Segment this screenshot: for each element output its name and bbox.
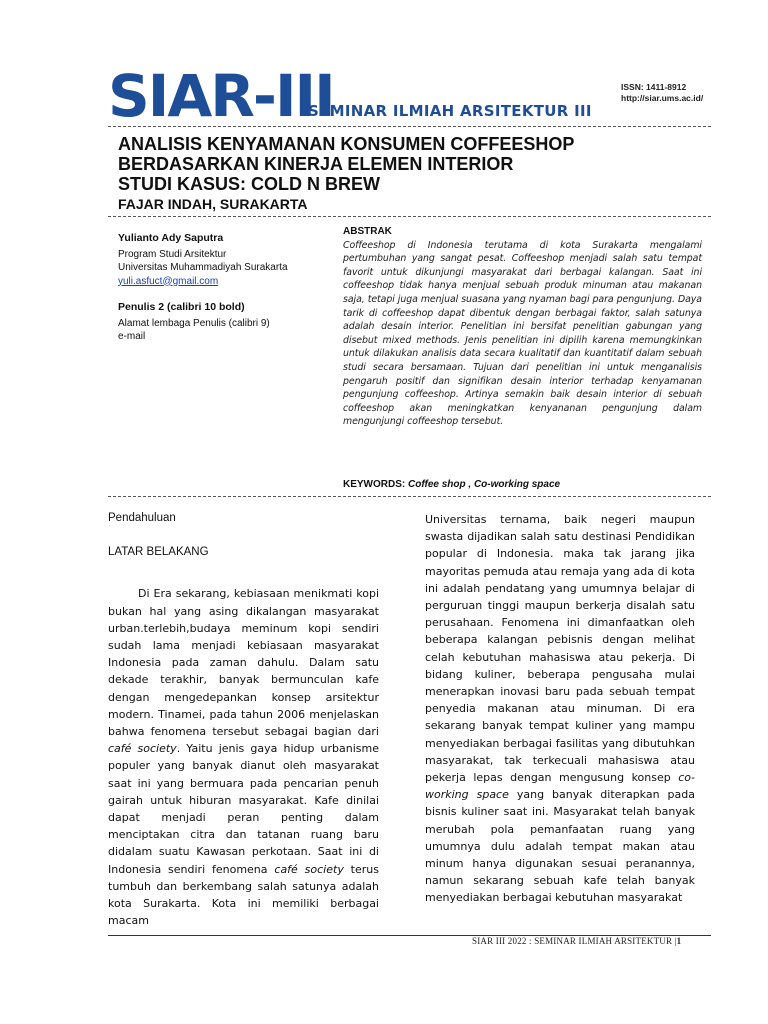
- paper-subtitle: FAJAR INDAH, SURAKARTA: [118, 196, 308, 212]
- title-line-1: ANALISIS KENYAMANAN KONSUMEN COFFEESHOP: [118, 134, 575, 154]
- right-emphasis-1: co-working space: [425, 771, 695, 802]
- author1-program: Program Studi Arsitektur: [118, 248, 227, 260]
- left-emphasis-1: café society: [108, 742, 177, 756]
- page-footer: [472, 936, 681, 946]
- siar-logo-graphic: [108, 62, 334, 130]
- author2-name: Penulis 2 (calibri 10 bold): [118, 301, 245, 313]
- author2-email: e-mail: [118, 331, 146, 342]
- section-heading: Pendahuluan: [108, 512, 176, 524]
- author2-institution: Alamat lembaga Penulis (calibri 9): [118, 317, 270, 329]
- author1-university: Universitas Muhammadiyah Surakarta: [118, 262, 288, 273]
- body-left-column: [108, 510, 379, 929]
- issn-number: ISSN: 1411-8912: [621, 82, 687, 92]
- left-emphasis-2: café society: [274, 862, 344, 876]
- abstract-text: Coffeeshop di Indonesia terutama di kota Surakarta mengalami pertumbuhan yang sangat pesat. Coffeeshop menjadi salah satu tempat favorit untuk dikunjungi masyarakat dari berbagai kalangan. Saat ini coffeeshop tidak hanya menjual sebuah produk minuman atau makanan saja, tetapi juga menjual suasana yang nyaman bagi para pengunjung. Daya tarik di coffeeshop dapat dibentuk dengan berbagai faktor, salah satunya adalah desain interior. Penelitian ini bersifat penelitian gabungan yang disebut mixed methods. Jenis penelitian ini dipilih karena memungkinkan untuk dilakukan analisis data secara kualitatif dan kuantitatif dalam sebuah studi secara bersamaan. Tujuan dari penelitian ini untuk menganalisis pengaruh positif dan signifikan desain interior terhadap kenyamanan pengunjung coffeeshop. Artinya semakin baik desain interior di sebuah coffeeshop akan meningkatkan kenyananan pengunjung dalam mengunjungi coffeeshop tersebut.: [343, 239, 702, 428]
- siar-logo-wordmark: SIAR-III: [108, 62, 334, 130]
- author1-email-link[interactable]: yuli.asfuct@gmail.com: [118, 275, 219, 287]
- paper-title: [118, 134, 574, 194]
- abstract-block: [343, 225, 702, 429]
- siar-logo: [108, 62, 592, 130]
- subsection-heading: LATAR BELAKANG: [108, 546, 209, 559]
- right-text-2: yang banyak diterapkan pada bisnis kuliner saat ini. Masyarakat telah banyak merubah pola pemanfaatan ruang yang umumnya dulu adalah tempat makan atau minum hanya digunakan sesuai peranannya, namun sekarang sebuah kafe telah banyak menyediakan berbagai kebutuhan masyarakat: [425, 788, 695, 905]
- author1-name: Yulianto Ady Saputra: [118, 232, 224, 244]
- title-divider: [108, 216, 711, 217]
- footer-text: SIAR III 2022 : SEMINAR ILMIAH ARSITEKTUR |: [472, 936, 677, 946]
- author-block: [118, 232, 333, 344]
- left-text-3: terus tumbuh dan berkembang salah satunya adalah kota Surakarta. Kota ini memiliki berbagai macam: [108, 862, 379, 928]
- body-paragraph-right: [425, 511, 695, 907]
- header-divider: [108, 126, 711, 127]
- body-right-column: [425, 511, 695, 907]
- abstract-heading: ABSTRAK: [343, 226, 392, 237]
- page-number: 1: [676, 936, 682, 946]
- title-line-3: STUDI KASUS: COLD N BREW: [118, 174, 380, 194]
- body-paragraph-left: [108, 585, 379, 929]
- keywords-label: KEYWORDS:: [343, 479, 406, 490]
- left-text-1: Di Era sekarang, kebiasaan menikmati kopi bukan hal yang asing dikalangan masyarakat urban.terlebih,budaya meminum kopi sendiri sudah lama menjadi kebiasaan masyarakat Indonesia pada zaman dahulu. Dalam satu dekade terakhir, banyak bermunculan kafe dengan mengedepankan konsep arsitektur modern. Tinamei, pada tahun 2006 menjelaskan bahwa fenomena tersebut sebagai bagian dari: [108, 587, 379, 739]
- left-text-2: . Yaitu jenis gaya hidup urbanisme populer yang banyak dianut oleh masyarakat saat ini yang bermuara pada pencarian penuh gairah untuk hiburan masyarakat. Kafe dinilai dapat menjadi peran penting dalam menciptakan citra dan tatanan ruang baru didalam suatu Kawasan perkotaan. Saat ini di Indonesia sendiri fenomena: [108, 742, 379, 876]
- title-line-2: BERDASARKAN KINERJA ELEMEN INTERIOR: [118, 154, 514, 174]
- abstract-divider: [108, 496, 711, 497]
- logo-subtitle: SEMINAR ILMIAH ARSITEKTUR III: [308, 102, 592, 120]
- right-text-1: Universitas ternama, baik negeri maupun swasta dijadikan salah satu destinasi Pendidikan popular di Indonesia. maka tak jarang jika mayoritas pemuda atau remaja yang ada di kota ini adalah pendatang yang umumnya belajar di perguruan tinggi maupun berkerja disalah satu perusahaan. Fenomena ini dimanfaatkan oleh beberapa kalangan pebisnis dengan melihat celah kebutuhan mahasiswa atau pekerja. Di bidang kuliner, beberapa pengusaha mulai menerapkan inovasi baru pada sebuah tempat penyedia makanan atau minuman. Di era sekarang banyak tempat kuliner yang mampu menyediakan berbagai fasilitas yang dibutuhkan masyarakat, tak terkecuali mahasiswa atau pekerja lepas dengan mengusung konsep: [425, 513, 695, 785]
- keywords-line: [343, 479, 560, 490]
- journal-url[interactable]: http://siar.ums.ac.id/: [621, 93, 704, 103]
- issn-block: [621, 82, 703, 104]
- keywords-values: Coffee shop , Co-working space: [408, 479, 561, 490]
